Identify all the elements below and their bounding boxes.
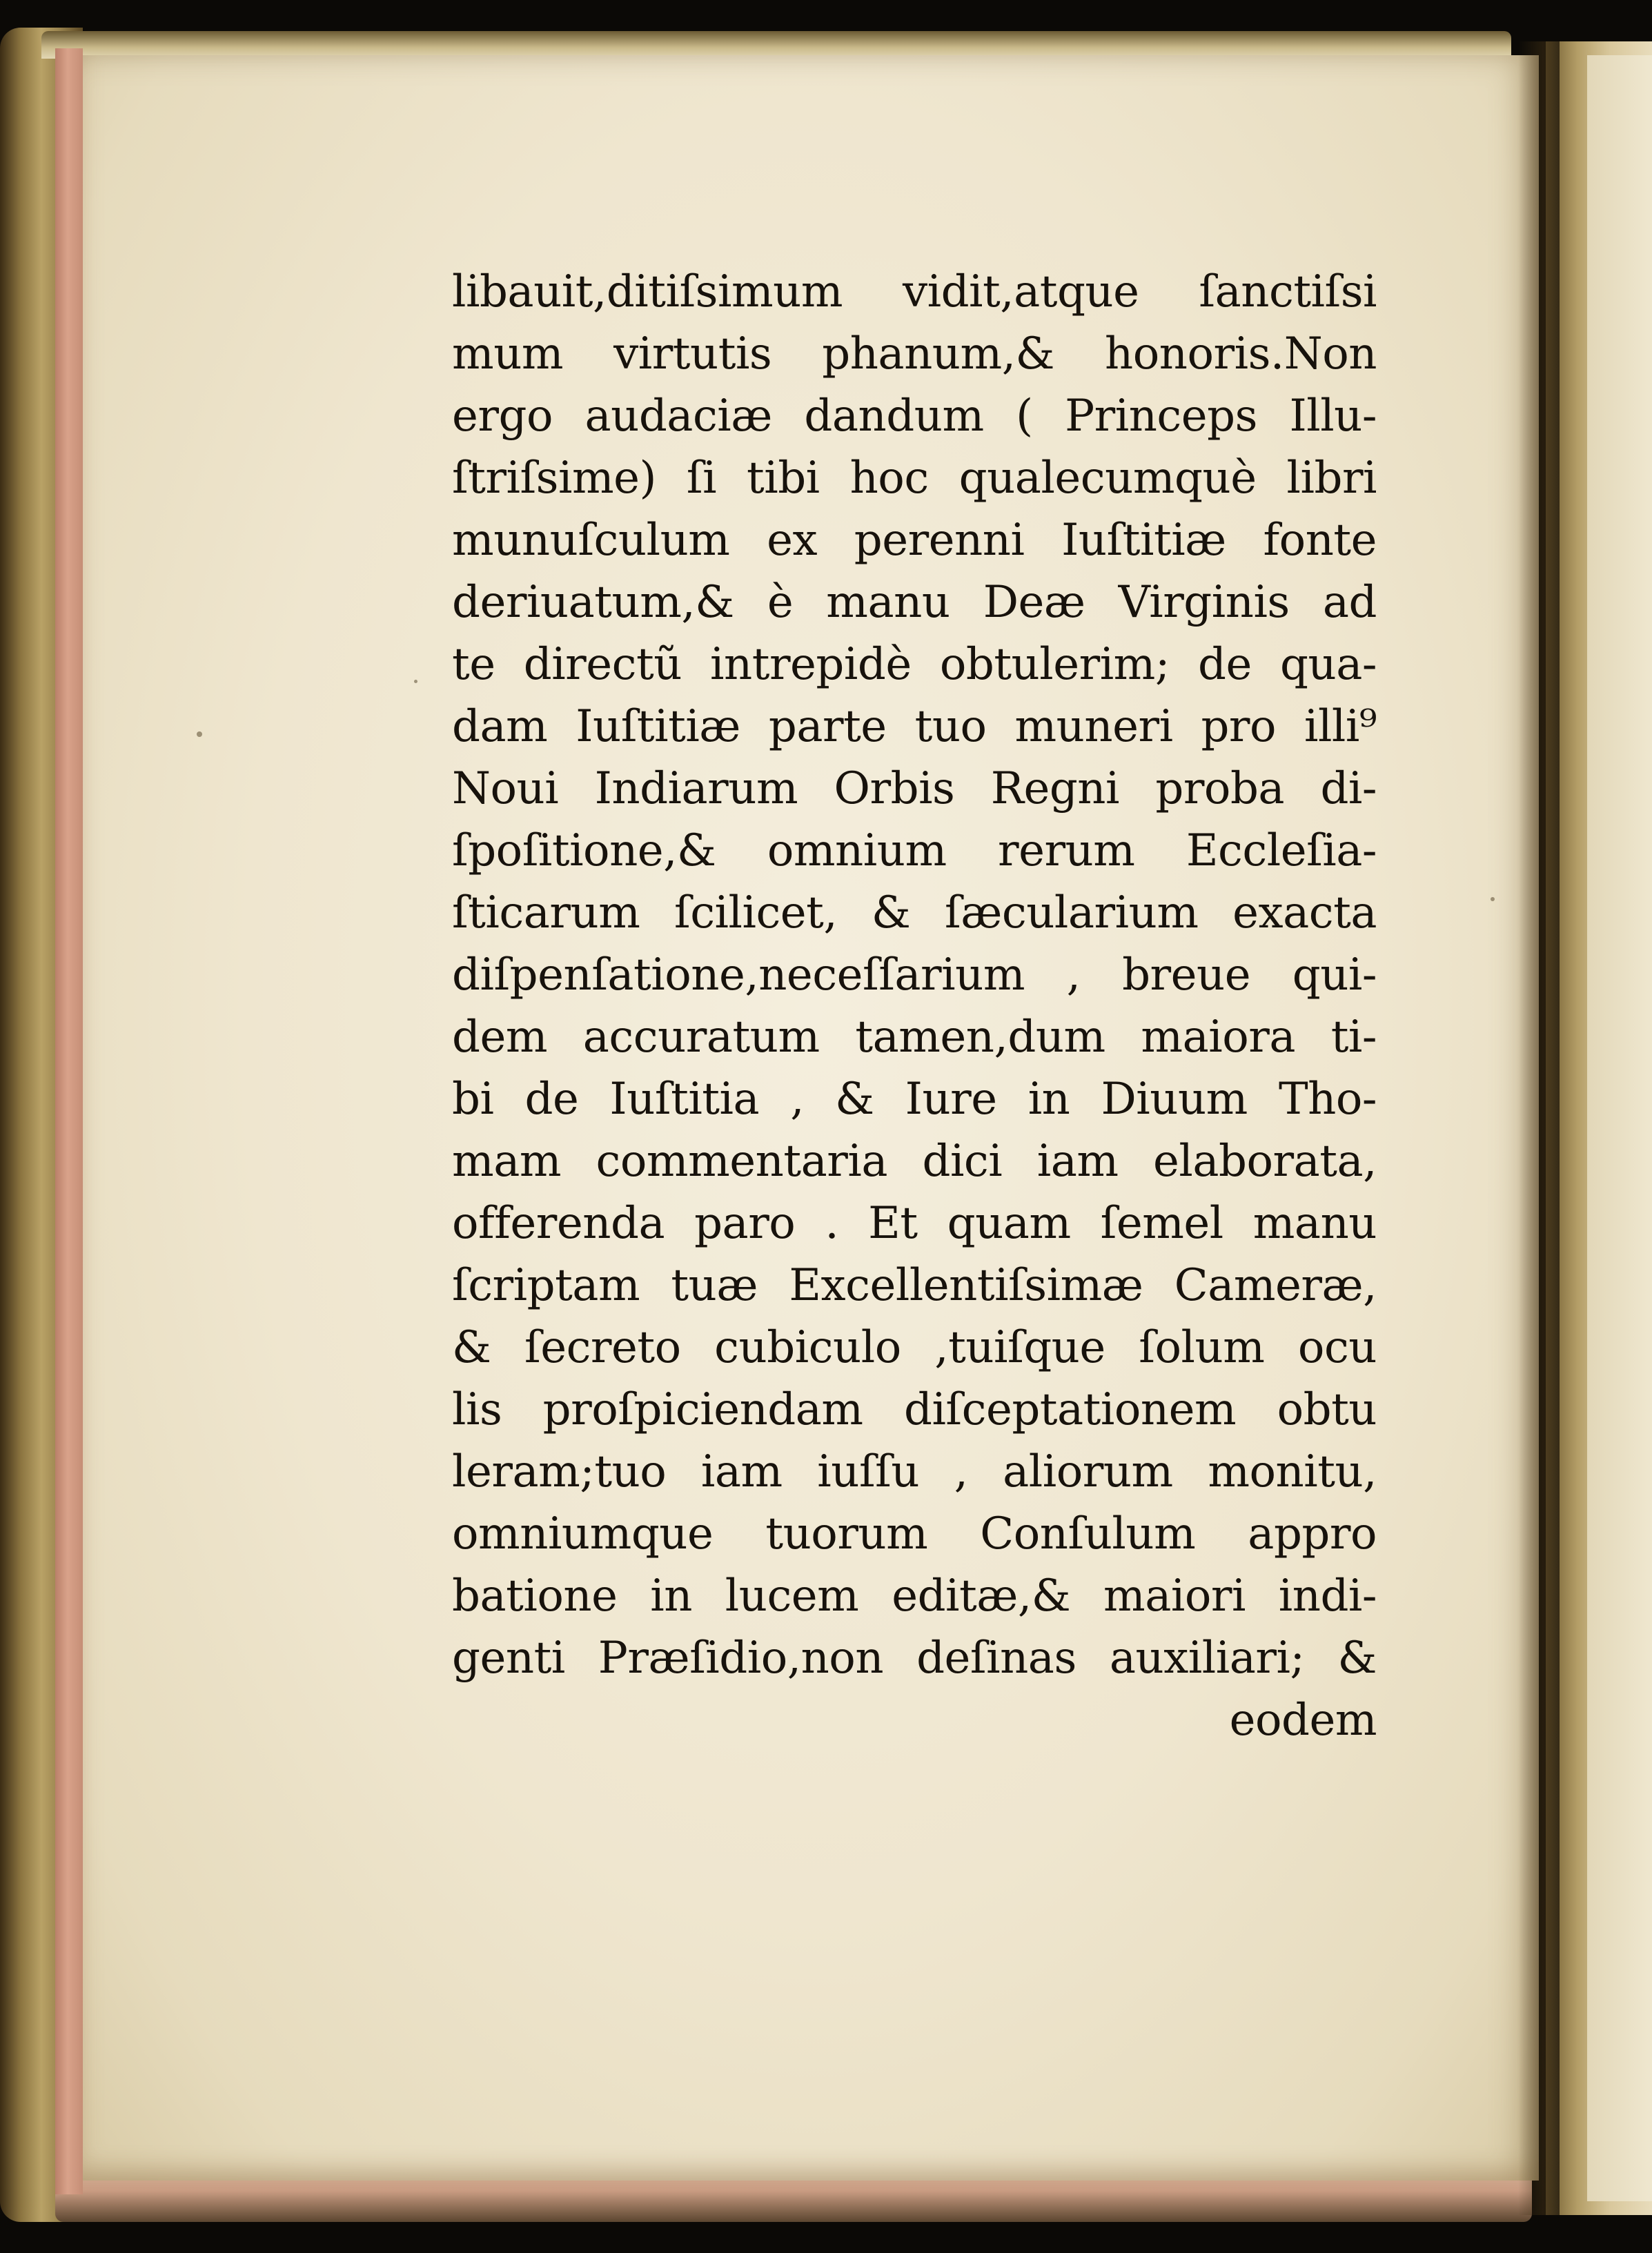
paper-speck bbox=[197, 731, 202, 737]
text-line: ſpoſitione,& omnium rerum Eccleſia- bbox=[452, 825, 1377, 876]
text-line: leram;tuo iam iuſſu , aliorum monitu, bbox=[452, 1446, 1377, 1497]
text-line: omniumque tuorum Conſulum appro bbox=[452, 1508, 1377, 1560]
text-line: batione in lucem editæ,& maiori indi- bbox=[452, 1571, 1377, 1622]
text-line: ſticarum ſcilicet, & ſæcularium exacta bbox=[452, 887, 1377, 938]
paper-speck bbox=[1491, 897, 1495, 901]
text-line: dam Iuſtitiæ parte tuo muneri pro illi⁹ bbox=[452, 701, 1377, 752]
text-line: bi de Iuſtitia , & Iure in Diuum Tho- bbox=[452, 1074, 1377, 1125]
text-line: munuſculum ex perenni Iuſtitiæ fonte bbox=[452, 515, 1377, 566]
text-line: & ſecreto cubiculo ,tuiſque ſolum ocu bbox=[452, 1322, 1377, 1373]
facing-page-edge bbox=[1587, 55, 1652, 2201]
text-line: ergo audaciæ dandum ( Princeps Illu- bbox=[452, 391, 1377, 442]
text-line: Noui Indiarum Orbis Regni proba di- bbox=[452, 763, 1377, 814]
text-line: ſtriſsime) ſi tibi hoc qualecumquè libri bbox=[452, 453, 1377, 504]
text-line: offerenda paro . Et quam ſemel manu bbox=[452, 1198, 1377, 1249]
text-line: ſcriptam tuæ Excellentiſsimæ Cameræ, bbox=[452, 1260, 1377, 1311]
catchword: eodem bbox=[1229, 1695, 1377, 1746]
text-line: lis proſpiciendam diſceptationem obtu bbox=[452, 1384, 1377, 1435]
page-edge-left bbox=[55, 48, 83, 2194]
text-line: deriuatum,& è manu Deæ Virginis ad bbox=[452, 577, 1377, 628]
text-line: libauit,ditiſsimum vidit,atque ſanctiſsi bbox=[452, 266, 1377, 317]
text-line: te directũ intrepidè obtulerim; de qua- bbox=[452, 639, 1377, 690]
body-text bbox=[452, 261, 1377, 1751]
binding-top-edge bbox=[41, 31, 1511, 59]
gutter-shadow bbox=[1518, 41, 1560, 2215]
text-line: mam commentaria dici iam elaborata, bbox=[452, 1136, 1377, 1187]
text-line: genti Præſidio,non deſinas auxiliari; & bbox=[452, 1633, 1377, 1684]
text-line: mum virtutis phanum,& honoris.Non bbox=[452, 328, 1377, 380]
text-line: dem accuratum tamen,dum maiora ti- bbox=[452, 1012, 1377, 1063]
text-line: diſpenſatione,neceſſarium , breue qui- bbox=[452, 950, 1377, 1001]
paper-speck bbox=[414, 680, 417, 683]
